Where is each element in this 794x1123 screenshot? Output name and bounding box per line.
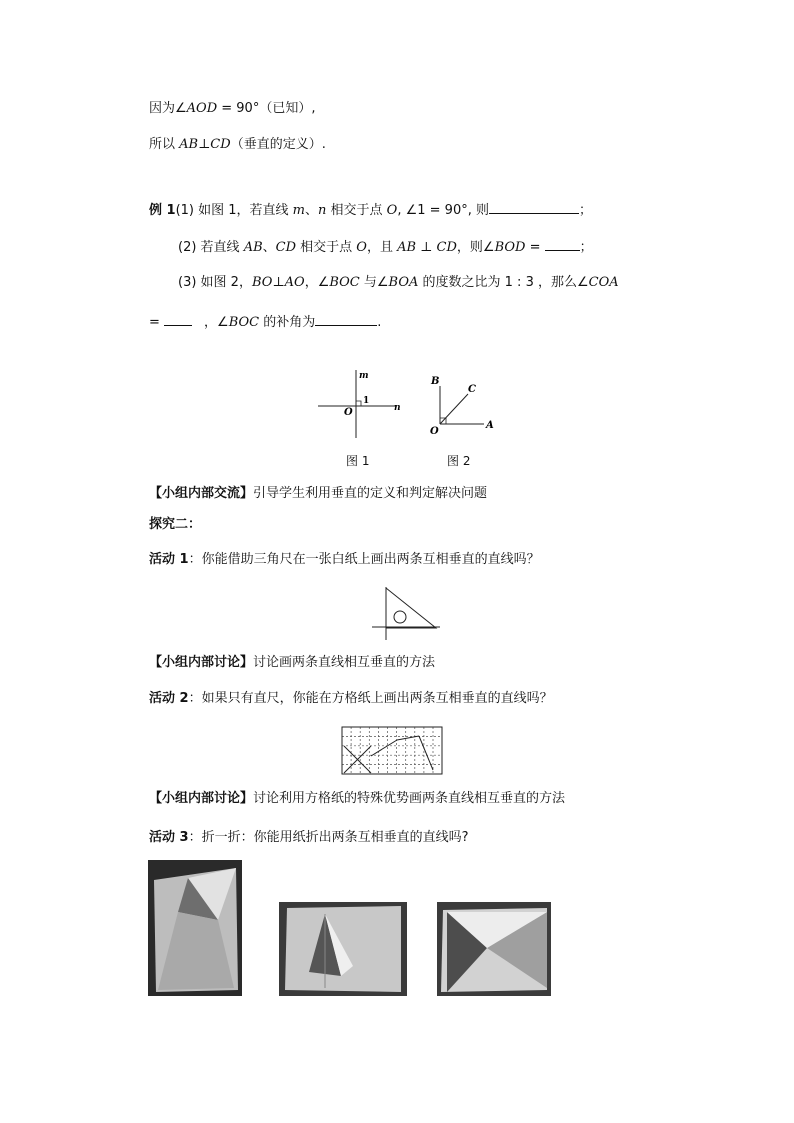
activity-2 <box>149 690 553 708</box>
grid-border <box>342 727 442 774</box>
activity-3 <box>149 829 468 847</box>
text: ：如果只有直尺，你能在方格纸上画出两条互相垂直的直线吗？ <box>188 691 553 706</box>
answer-blank[interactable] <box>489 200 579 214</box>
text: ，∠ <box>204 315 229 330</box>
perp-statement: BO⊥AO <box>251 275 305 290</box>
proof-line-1 <box>149 100 315 118</box>
triangle-ruler-diagram <box>370 585 442 641</box>
text: 相交于点 <box>326 203 387 218</box>
figure-2-diagram <box>426 372 500 438</box>
set-square-icon <box>386 588 436 628</box>
answer-blank[interactable] <box>315 312 377 326</box>
var-n: n <box>318 203 327 218</box>
example-q1 <box>149 200 592 220</box>
text: , ∠1 = 90°, 则 <box>397 203 489 218</box>
text: ：你能借助三角尺在一张白纸上画出两条互相垂直的直线吗？ <box>188 552 540 567</box>
label-c: C <box>468 384 476 395</box>
right-angle-mark <box>356 401 361 406</box>
text: 的补角为 <box>259 315 316 330</box>
label-n: n <box>394 403 401 413</box>
text: (3) 如图 2， <box>178 275 252 290</box>
perp-statement: AB⊥CD <box>179 137 231 152</box>
text: ，∠ <box>304 275 330 290</box>
activity-label: 活动 3 <box>149 830 189 845</box>
group-discussion-1 <box>149 654 435 672</box>
var-ab: AB <box>243 240 263 255</box>
section-tag: 【小组内部讨论】 <box>149 655 254 670</box>
proof-line-2 <box>149 136 326 154</box>
var-o: O <box>386 203 398 218</box>
grid-paper-diagram <box>341 726 444 776</box>
figure-1-caption: 图 1 <box>346 454 370 468</box>
var-o: O <box>356 240 367 255</box>
text: 相交于点 <box>296 240 357 255</box>
activity-1 <box>149 551 540 569</box>
text: (1) 如图 1，若直线 <box>175 203 293 218</box>
grid-lines <box>342 727 442 774</box>
angle-name: BOC <box>228 315 260 330</box>
text: = 90°（已知）, <box>217 101 316 116</box>
text: 讨论利用方格纸的特殊优势画两条直线相互垂直的方法 <box>253 791 566 806</box>
text: . <box>377 315 382 330</box>
folded-paper-photo-2 <box>279 902 407 996</box>
perp-statement: AB ⊥ CD <box>397 240 457 255</box>
example-q2 <box>178 237 593 257</box>
text: 因为∠ <box>149 101 187 116</box>
text: 与∠ <box>359 275 389 290</box>
text: = <box>525 240 545 255</box>
group-discussion-2 <box>149 790 565 808</box>
section-tag: 【小组内部交流】 <box>149 486 254 501</box>
group-exchange <box>149 485 487 503</box>
text: 、 <box>262 240 276 255</box>
label-o: O <box>344 407 353 418</box>
ray-oc <box>440 394 468 424</box>
text: 的度数之比为 1 : 3 ，那么∠ <box>418 275 589 290</box>
label-m: m <box>359 371 369 381</box>
var-m: m <box>292 203 305 218</box>
section-tag: 【小组内部讨论】 <box>149 791 254 806</box>
label-o: O <box>430 426 439 437</box>
slanted-line <box>371 740 397 756</box>
folded-paper-photo-3 <box>437 902 551 996</box>
angle-name: BOC <box>329 275 360 290</box>
example-label: 例 1 <box>149 203 176 218</box>
text: ：折一折：你能用纸折出两条互相垂直的直线吗? <box>188 830 469 845</box>
answer-blank[interactable] <box>545 237 580 251</box>
activity-label: 活动 1 <box>149 552 189 567</box>
label-angle-1: 1 <box>363 396 370 406</box>
var-cd: CD <box>275 240 297 255</box>
angle-name: BOD <box>494 240 526 255</box>
label-b: B <box>431 376 440 387</box>
text: 引导学生利用垂直的定义和判定解决问题 <box>253 486 488 501</box>
text: （垂直的定义）. <box>230 137 326 152</box>
text: ，且 <box>366 240 398 255</box>
text: = <box>149 315 165 330</box>
text: 、 <box>305 203 319 218</box>
text: ； <box>578 203 592 218</box>
activity-label: 活动 2 <box>149 691 189 706</box>
text: (2) 若直线 <box>178 240 244 255</box>
angle-name: BOA <box>388 275 419 290</box>
example-q3-cont <box>149 312 381 332</box>
text: ； <box>579 240 593 255</box>
explore-title: 探究二： <box>149 517 202 532</box>
folded-paper-photo-1 <box>148 860 242 996</box>
text: ，则∠ <box>456 240 495 255</box>
figure-1-diagram <box>316 368 406 440</box>
text: 所以 <box>149 137 180 152</box>
label-a: A <box>486 420 494 431</box>
figure-2-caption: 图 2 <box>447 454 471 468</box>
angle-name: COA <box>588 275 619 290</box>
text: 讨论画两条直线相互垂直的方法 <box>253 655 436 670</box>
angle-name: AOD <box>186 101 218 116</box>
set-square-hole <box>394 611 406 623</box>
example-q3 <box>178 274 619 292</box>
answer-blank[interactable] <box>164 312 192 326</box>
